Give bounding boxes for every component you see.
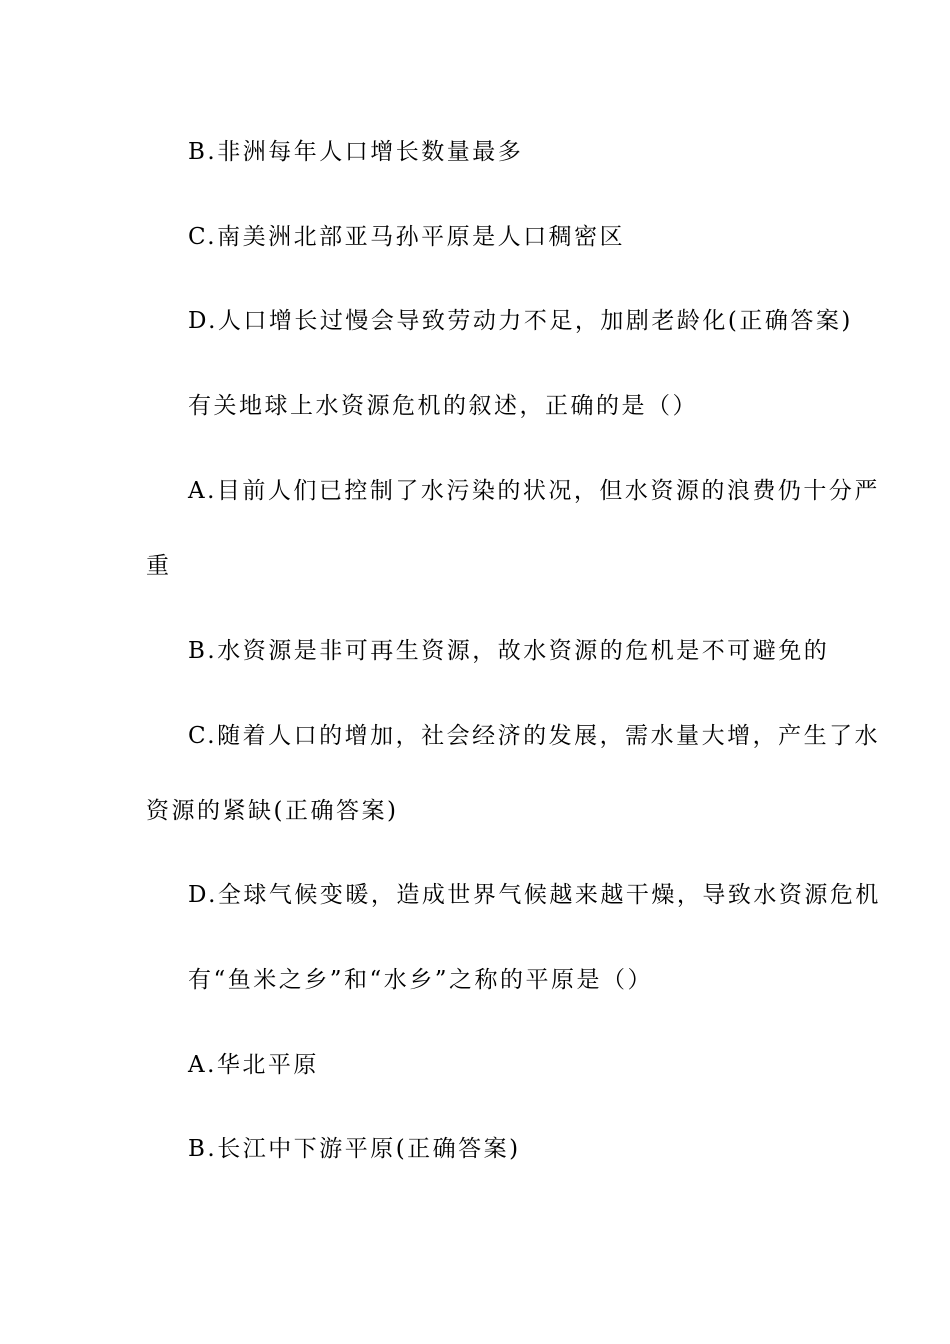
option-d-population-growth: D.人口增长过慢会导致劳动力不足，加剧老龄化(正确答案)	[188, 308, 853, 334]
option-b-nonrenewable: B.水资源是非可再生资源，故水资源的危机是不可避免的	[188, 638, 830, 664]
question-fish-rice-land: 有“鱼米之乡”和“水乡”之称的平原是（）	[188, 967, 654, 993]
option-d-climate-warming: D.全球气候变暖，造成世界气候越来越干燥，导致水资源危机	[188, 882, 881, 908]
question-water-crisis: 有关地球上水资源危机的叙述，正确的是（）	[188, 393, 698, 419]
option-c-water-demand: C.随着人口的增加，社会经济的发展，需水量大增，产生了水	[188, 723, 881, 749]
option-a-water-pollution: A.目前人们已控制了水污染的状况，但水资源的浪费仍十分严	[188, 478, 880, 504]
option-c-amazon: C.南美洲北部亚马孙平原是人口稠密区	[188, 224, 626, 250]
option-c-water-demand-cont: 资源的紧缺(正确答案)	[146, 798, 399, 824]
option-a-north-china-plain: A.华北平原	[188, 1052, 319, 1078]
option-b-africa: B.非洲每年人口增长数量最多	[188, 139, 524, 165]
option-a-water-pollution-cont: 重	[146, 553, 172, 579]
option-b-yangtze-plain: B.长江中下游平原(正确答案)	[188, 1136, 521, 1162]
